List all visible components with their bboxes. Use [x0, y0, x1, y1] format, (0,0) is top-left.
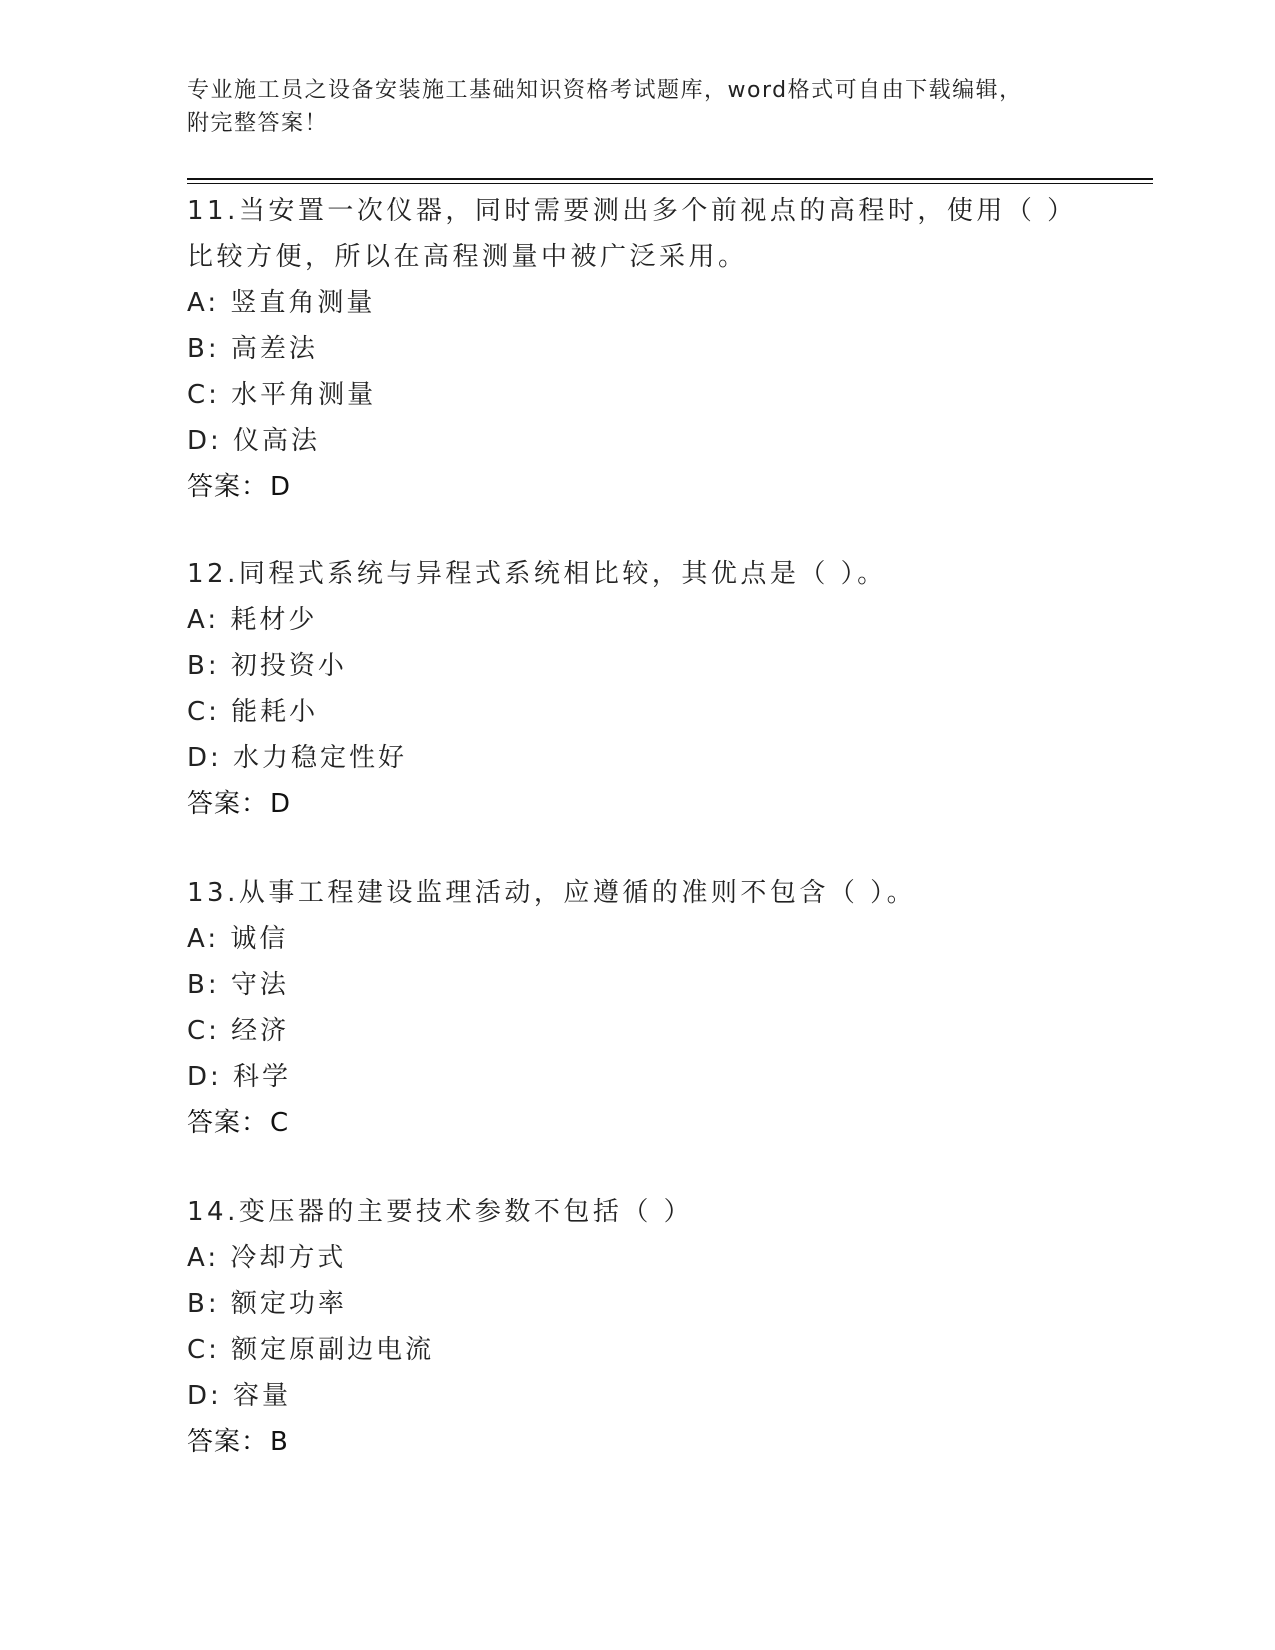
answer-value: D: [270, 789, 292, 819]
header-line-2: 附完整答案！: [187, 111, 329, 136]
answer-line: [187, 781, 1087, 827]
answer-label: 答案：: [187, 1427, 269, 1457]
header-divider-thick: [187, 178, 1153, 180]
option-a: A: 冷却方式: [187, 1243, 347, 1273]
option-c: C: 经济: [187, 1016, 290, 1046]
option-b: B: 守法: [187, 970, 289, 1000]
question-11: [187, 188, 1087, 510]
question-stem-line: 11.当安置一次仪器，同时需要测出多个前视点的高程时，使用（ ）: [187, 196, 1077, 226]
option-a: A: 诚信: [187, 924, 289, 954]
option-d: D: 水力稳定性好: [187, 743, 408, 773]
option-c: C: 水平角测量: [187, 380, 377, 410]
question-stem-line: 14.变压器的主要技术参数不包括（ ）: [187, 1197, 694, 1227]
question-13: [187, 870, 1087, 1146]
header-line-1: 专业施工员之设备安装施工基础知识资格考试题库，word格式可自由下载编辑，: [187, 78, 1023, 103]
option-c: C: 额定原副边电流: [187, 1335, 435, 1365]
document-header: [187, 74, 1087, 140]
option-a: A: 竖直角测量: [187, 288, 376, 318]
answer-line: [187, 1100, 1087, 1146]
answer-label: 答案：: [187, 789, 269, 819]
answer-value: C: [270, 1108, 290, 1138]
answer-line: [187, 1419, 1087, 1465]
answer-label: 答案：: [187, 472, 269, 502]
question-stem-line: 12.同程式系统与异程式系统相比较，其优点是（ ）。: [187, 559, 887, 589]
answer-line: [187, 464, 1087, 510]
question-12: [187, 551, 1087, 827]
question-stem-line: 比较方便，所以在高程测量中被广泛采用。: [187, 242, 748, 272]
option-b: B: 额定功率: [187, 1289, 347, 1319]
option-b: B: 初投资小: [187, 651, 347, 681]
answer-value: B: [270, 1427, 289, 1457]
question-14: [187, 1189, 1087, 1465]
option-d: D: 仪高法: [187, 426, 321, 456]
option-d: D: 容量: [187, 1381, 292, 1411]
option-b: B: 高差法: [187, 334, 318, 364]
option-d: D: 科学: [187, 1062, 292, 1092]
option-c: C: 能耗小: [187, 697, 319, 727]
option-a: A: 耗材少: [187, 605, 318, 635]
answer-value: D: [270, 472, 292, 502]
answer-label: 答案：: [187, 1108, 269, 1138]
header-divider-thin: [187, 183, 1153, 184]
question-stem-line: 13.从事工程建设监理活动，应遵循的准则不包含（ ）。: [187, 878, 917, 908]
